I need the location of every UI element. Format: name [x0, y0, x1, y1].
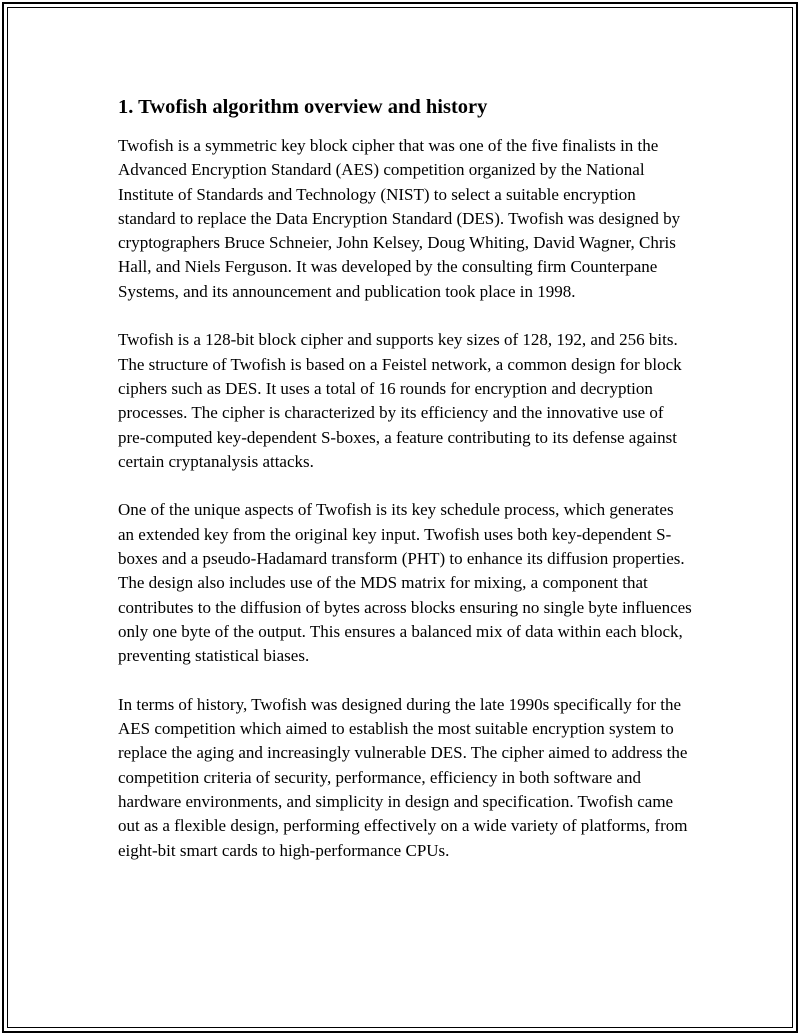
paragraph-overview: Twofish is a symmetric key block cipher that was one of the five finalists in the Advanced Encryption Standard (AES) competition organized by the National Institute of Standards and Technology (NIST) to select a suitable encryption standard to replace the Data Encryption Standard (DES). Twofish was designed by cryptographers Bruce Schneier, John Kelsey, Doug Whiting, David Wagner, Chris Hall, and Niels Ferguson. It was developed by the consulting firm Counterpane Systems, and its announcement and publication took place in 1998. — [118, 136, 681, 301]
paragraph-key-schedule: One of the unique aspects of Twofish is its key schedule process, which generates an extended key from the original key input. Twofish uses both key-dependent S-boxes and a pseudo-Hadamard transform (PHT) to enhance its diffusion properties. The design also includes use of the MDS matrix for mixing, a component that contributes to the diffusion of bytes across blocks ensuring no single byte influences only one byte of the output. This ensures a balanced mix of data within each block, preventing statistical biases. — [118, 500, 692, 666]
document-body — [118, 93, 693, 887]
paragraph-structure: Twofish is a 128-bit block cipher and supports key sizes of 128, 192, and 256 bits. The structure of Twofish is based on a Feistel network, a common design for block ciphers such as DES. It uses a total of 16 rounds for encryption and decryption processes. The cipher is characterized by its efficiency and the innovative use of pre-computed key-dependent S-boxes, a feature contributing to its defense against certain cryptanalysis attacks. — [118, 330, 682, 471]
paragraph-history: In terms of history, Twofish was designed during the late 1990s specifically for the AES competition which aimed to establish the most suitable encryption system to replace the aging and increasingly vulnerable DES. The cipher aimed to address the competition criteria of security, performance, efficiency in both software and hardware environments, and simplicity in design and specification. Twofish came out as a flexible design, performing effectively on a wide variety of platforms, from eight-bit smart cards to high-performance CPUs. — [118, 694, 688, 860]
section-title: 1. Twofish algorithm overview and history — [118, 96, 488, 118]
